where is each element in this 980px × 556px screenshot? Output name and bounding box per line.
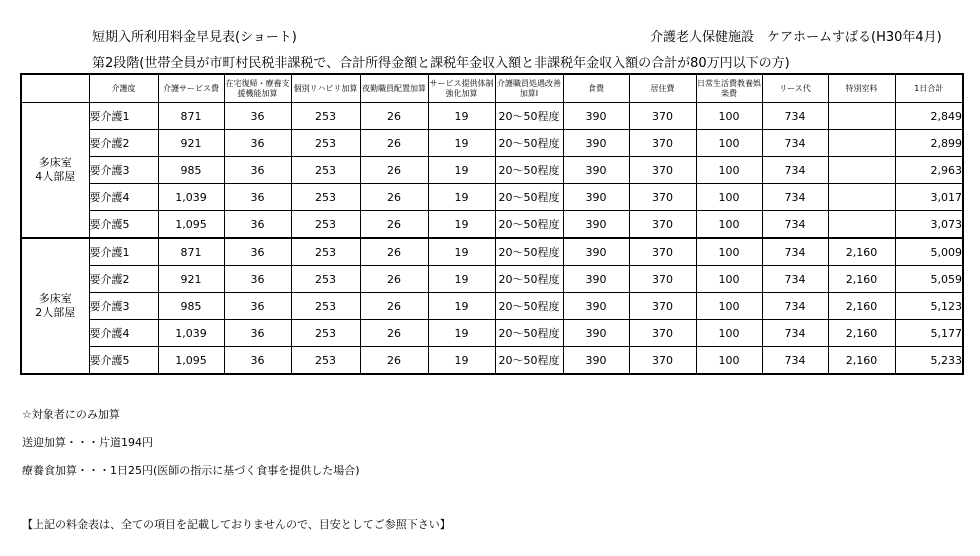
fee-table [20,73,964,375]
lease-cost-cell: 734 [762,184,828,211]
daily-cost-cell: 100 [696,347,762,375]
home-support-cell: 36 [224,184,291,211]
daily-cost-cell: 100 [696,238,762,266]
room-type-cell [21,238,89,374]
housing-cost-cell: 370 [629,130,696,157]
column-header: リース代 [762,74,828,103]
housing-cost-cell: 370 [629,238,696,266]
lease-cost-cell: 734 [762,103,828,130]
housing-cost-cell: 370 [629,266,696,293]
daily-total-cell: 3,073 [895,211,963,239]
rehab-cell: 253 [291,320,360,347]
notes-heading: ☆対象者にのみ加算 [22,408,120,421]
home-support-cell: 36 [224,320,291,347]
care-level-cell: 要介護4 [89,184,158,211]
special-room-cell: 2,160 [828,293,895,320]
care-level-cell: 要介護3 [89,157,158,184]
column-header: 夜勤職員配置加算 [360,74,428,103]
note-meal: 療養食加算・・・1日25円(医師の指示に基づく食事を提供した場合) [22,464,360,477]
table-row [21,293,963,320]
housing-cost-cell: 370 [629,103,696,130]
service-fee-cell: 921 [158,130,224,157]
daily-cost-cell: 100 [696,320,762,347]
rehab-cell: 253 [291,130,360,157]
service-fee-cell: 871 [158,103,224,130]
special-room-cell [828,130,895,157]
room-type-label: 多床室 [38,156,72,169]
lease-cost-cell: 734 [762,211,828,239]
home-support-cell: 36 [224,266,291,293]
night-staff-cell: 26 [360,130,428,157]
food-cost-cell: 390 [563,103,629,130]
night-staff-cell: 26 [360,157,428,184]
table-row [21,103,963,130]
room-group-2bed [21,238,963,374]
night-staff-cell: 26 [360,293,428,320]
food-cost-cell: 390 [563,238,629,266]
care-level-cell: 要介護5 [89,211,158,239]
lease-cost-cell: 734 [762,157,828,184]
treatment-improve-cell: 20～50程度 [495,211,563,239]
rehab-cell: 253 [291,266,360,293]
service-strengthen-cell: 19 [428,266,495,293]
service-fee-cell: 1,095 [158,211,224,239]
housing-cost-cell: 370 [629,184,696,211]
service-fee-cell: 1,039 [158,320,224,347]
daily-cost-cell: 100 [696,211,762,239]
night-staff-cell: 26 [360,238,428,266]
service-strengthen-cell: 19 [428,184,495,211]
rehab-cell: 253 [291,103,360,130]
rehab-cell: 253 [291,184,360,211]
service-fee-cell: 871 [158,238,224,266]
daily-total-cell: 2,849 [895,103,963,130]
daily-total-cell: 5,009 [895,238,963,266]
special-room-cell [828,211,895,239]
table-row [21,157,963,184]
care-level-cell: 要介護3 [89,293,158,320]
column-header: 在宅復帰・療養支援機能加算 [224,74,291,103]
table-row [21,211,963,239]
disclaimer: 【上記の料金表は、全ての項目を記載しておりませんので、目安としてご参照下さい】 [22,518,451,531]
housing-cost-cell: 370 [629,293,696,320]
food-cost-cell: 390 [563,130,629,157]
rehab-cell: 253 [291,211,360,239]
care-level-cell: 要介護2 [89,130,158,157]
table-row [21,238,963,266]
rehab-cell: 253 [291,293,360,320]
rehab-cell: 253 [291,238,360,266]
food-cost-cell: 390 [563,320,629,347]
treatment-improve-cell: 20～50程度 [495,293,563,320]
column-header: サービス提供体制強化加算 [428,74,495,103]
special-room-cell [828,184,895,211]
treatment-improve-cell: 20～50程度 [495,347,563,375]
housing-cost-cell: 370 [629,157,696,184]
lease-cost-cell: 734 [762,293,828,320]
daily-cost-cell: 100 [696,293,762,320]
service-strengthen-cell: 19 [428,347,495,375]
home-support-cell: 36 [224,157,291,184]
housing-cost-cell: 370 [629,347,696,375]
night-staff-cell: 26 [360,320,428,347]
table-row [21,130,963,157]
treatment-improve-cell: 20～50程度 [495,320,563,347]
special-room-cell: 2,160 [828,238,895,266]
food-cost-cell: 390 [563,157,629,184]
food-cost-cell: 390 [563,347,629,375]
food-cost-cell: 390 [563,211,629,239]
service-fee-cell: 1,039 [158,184,224,211]
column-header: 特別室料 [828,74,895,103]
column-header: 食費 [563,74,629,103]
special-room-cell [828,103,895,130]
special-room-cell: 2,160 [828,347,895,375]
treatment-improve-cell: 20～50程度 [495,157,563,184]
column-header: 日常生活費教養娯楽費 [696,74,762,103]
daily-cost-cell: 100 [696,266,762,293]
table-header-row [21,74,963,103]
room-size-label: 2人部屋 [35,306,76,319]
lease-cost-cell: 734 [762,238,828,266]
lease-cost-cell: 734 [762,320,828,347]
column-header: 個別リハビリ加算 [291,74,360,103]
room-type-label: 多床室 [38,292,72,305]
treatment-improve-cell: 20～50程度 [495,130,563,157]
rehab-cell: 253 [291,347,360,375]
food-cost-cell: 390 [563,184,629,211]
treatment-improve-cell: 20～50程度 [495,103,563,130]
food-cost-cell: 390 [563,293,629,320]
special-room-cell: 2,160 [828,266,895,293]
service-strengthen-cell: 19 [428,320,495,347]
housing-cost-cell: 370 [629,320,696,347]
daily-total-cell: 5,233 [895,347,963,375]
daily-total-cell: 3,017 [895,184,963,211]
care-level-cell: 要介護2 [89,266,158,293]
service-strengthen-cell: 19 [428,293,495,320]
daily-total-cell: 5,059 [895,266,963,293]
daily-total-cell: 2,899 [895,130,963,157]
service-strengthen-cell: 19 [428,238,495,266]
night-staff-cell: 26 [360,266,428,293]
column-header [21,74,89,103]
home-support-cell: 36 [224,347,291,375]
daily-cost-cell: 100 [696,103,762,130]
daily-total-cell: 5,123 [895,293,963,320]
care-level-cell: 要介護1 [89,238,158,266]
service-fee-cell: 985 [158,157,224,184]
housing-cost-cell: 370 [629,211,696,239]
special-room-cell: 2,160 [828,320,895,347]
night-staff-cell: 26 [360,103,428,130]
page-title: 短期入所利用料金早見表(ショート) [92,30,297,45]
home-support-cell: 36 [224,130,291,157]
column-header: 居住費 [629,74,696,103]
table-row [21,347,963,375]
home-support-cell: 36 [224,103,291,130]
treatment-improve-cell: 20～50程度 [495,184,563,211]
facility-name: 介護老人保健施設 ケアホームすばる(H30年4月) [650,30,942,45]
care-level-cell: 要介護5 [89,347,158,375]
daily-cost-cell: 100 [696,157,762,184]
home-support-cell: 36 [224,211,291,239]
rehab-cell: 253 [291,157,360,184]
night-staff-cell: 26 [360,347,428,375]
lease-cost-cell: 734 [762,266,828,293]
room-group-4bed [21,103,963,239]
service-strengthen-cell: 19 [428,130,495,157]
home-support-cell: 36 [224,293,291,320]
special-room-cell [828,157,895,184]
home-support-cell: 36 [224,238,291,266]
column-header: 介護職員処遇改善加算Ⅰ [495,74,563,103]
column-header: 介護度 [89,74,158,103]
daily-cost-cell: 100 [696,184,762,211]
table-row [21,266,963,293]
lease-cost-cell: 734 [762,130,828,157]
food-cost-cell: 390 [563,266,629,293]
service-strengthen-cell: 19 [428,103,495,130]
page-subtitle: 第2段階(世帯全員が市町村民税非課税で、合計所得金額と課税年金収入額と非課税年金収入額の合計が80万円以下の方) [92,56,790,71]
column-header: 介護サービス費 [158,74,224,103]
daily-total-cell: 5,177 [895,320,963,347]
room-size-label: 4人部屋 [35,170,76,183]
service-fee-cell: 1,095 [158,347,224,375]
night-staff-cell: 26 [360,211,428,239]
night-staff-cell: 26 [360,184,428,211]
lease-cost-cell: 734 [762,347,828,375]
treatment-improve-cell: 20～50程度 [495,238,563,266]
daily-total-cell: 2,963 [895,157,963,184]
table-row [21,184,963,211]
treatment-improve-cell: 20～50程度 [495,266,563,293]
daily-cost-cell: 100 [696,130,762,157]
service-fee-cell: 921 [158,266,224,293]
service-strengthen-cell: 19 [428,211,495,239]
care-level-cell: 要介護1 [89,103,158,130]
column-header: 1日合計 [895,74,963,103]
room-type-cell [21,103,89,239]
care-level-cell: 要介護4 [89,320,158,347]
service-fee-cell: 985 [158,293,224,320]
service-strengthen-cell: 19 [428,157,495,184]
table-row [21,320,963,347]
note-transport: 送迎加算・・・片道194円 [22,436,153,449]
